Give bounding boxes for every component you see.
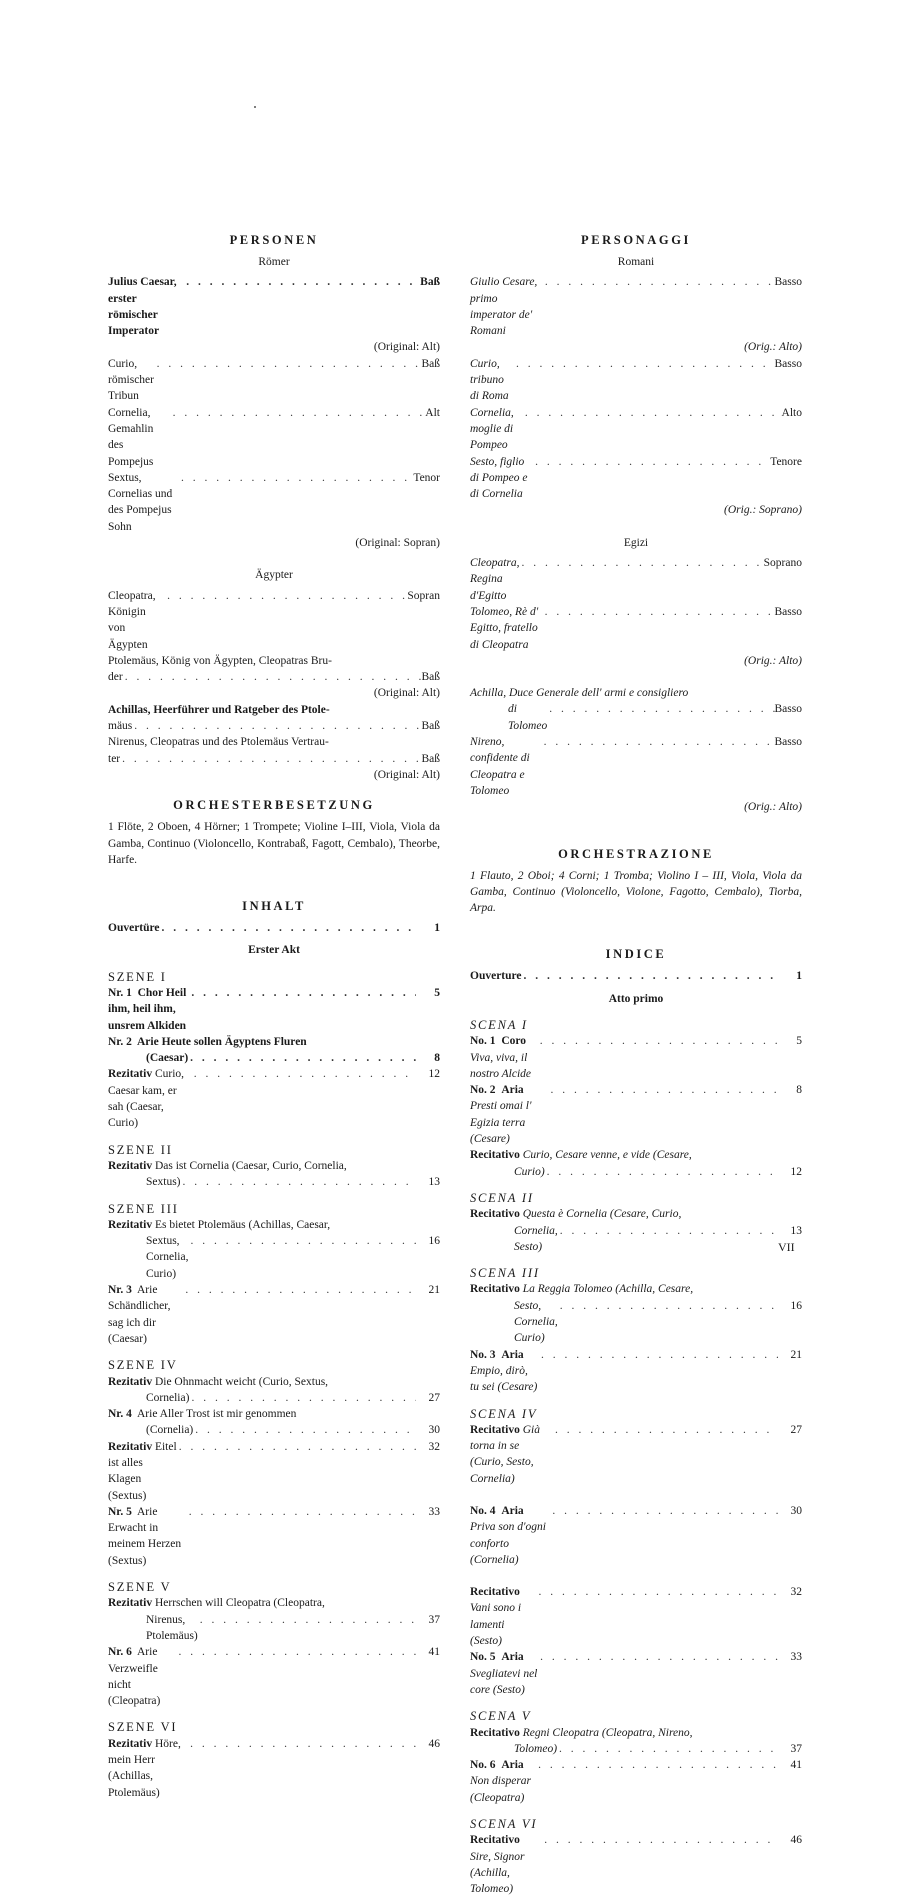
page-number: VII	[778, 1240, 795, 1254]
cast-row-nirenus: ter . . . Baß	[108, 751, 440, 767]
toc-s3-recit-line1: Recitativo La Reggia Tolomeo (Achilla, Cesare,	[470, 1283, 694, 1296]
toc-s3-recit: Sesto, Cornelia, Curio) . . . 16	[470, 1298, 802, 1347]
toc-s1-rec: Rezitativ Curio, Caesar kam, er sah (Caesar, Curio) . . . 12	[108, 1066, 440, 1131]
scena-3-title: SCENA III	[470, 1266, 540, 1281]
cast-row-sextus: Sextus, Cornelias und des Pompejus Sohn . . . Tenor	[108, 470, 440, 535]
cast-orig-nireno: (Orig.: Alto)	[744, 801, 802, 814]
cast-row-nireno: Nireno, confidente di Cleopatra e Tolomeo . . . Basso	[470, 734, 802, 799]
toc-nr6: Nr. 6 Arie Verzweifle nicht (Cleopatra) . . . 41	[108, 1644, 440, 1709]
cast-row-achilla: di Tolomeo . . . Basso	[470, 701, 802, 734]
toc-s5-recit: Tolomeo) . . . 37	[470, 1741, 802, 1757]
cast-orig-sesto: (Orig.: Soprano)	[724, 504, 802, 517]
toc-overture: Ouvertüre . . . 1	[108, 920, 440, 936]
toc-no5: No. 5 Aria Svegliatevi nel core (Sesto) . . . 33	[470, 1649, 802, 1698]
cast-row-cleopatra: Cleopatra, Königin von Ägypten . . . Sopran	[108, 588, 440, 653]
cast-row-cesare: Giulio Cesare, primo imperator de' Romani . . . Basso	[470, 274, 802, 339]
scena-4-title: SCENA IV	[470, 1406, 538, 1421]
cast-row-achillas-line1: Achillas, Heerführer und Ratgeber des Ptole-	[108, 703, 330, 716]
cast-row-sesto: Sesto, figlio di Pompeo e di Cornelia . . . Tenore	[470, 454, 802, 503]
scene-2-title: SZENE II	[108, 1142, 173, 1157]
scena-2-title: SCENA II	[470, 1190, 534, 1205]
scene-4-title: SZENE IV	[108, 1358, 178, 1373]
cast-row-cornelia: Cornelia, Gemahlin des Pompejus . . . Alt	[108, 405, 440, 470]
toc-s4-recit2: Recitativo Vani sono i lamenti (Sesto) . . . 32	[470, 1584, 802, 1649]
cast-orig-tolomeo: (Orig.: Alto)	[744, 654, 802, 667]
scena-5-title: SCENA V	[470, 1709, 532, 1724]
act-title: Erster Akt	[248, 944, 300, 957]
cast-row-curio: Curio, römischer Tribun . . . Baß	[108, 356, 440, 405]
indice-heading: INDICE	[605, 947, 667, 962]
cast-orig-nirenus: (Original: Alt)	[373, 768, 440, 781]
orchestrazione-text: 1 Flauto, 2 Oboi; 4 Corni; 1 Tromba; Violino I – III, Viola, Viola da Gamba, Continuo (Violoncello, Violone, Fagotto, Cembalo), Tiorba, Arpa.	[470, 869, 802, 915]
cast-row-tolomeo: Tolomeo, Rè d' Egitto, fratello di Cleopatra . . . Basso	[470, 604, 802, 653]
toc-s4-rec-line1: Rezitativ Die Ohnmacht weicht (Curio, Sextus,	[108, 1375, 329, 1388]
toc-s1-recit: Curio) . . . 12	[470, 1164, 802, 1180]
cast-row-curio-it: Curio, tribuno di Roma . . . Basso	[470, 356, 802, 405]
cast-orig-ptolemy: (Original: Alt)	[373, 687, 440, 700]
cast-orig-caesar: (Original: Alt)	[373, 341, 440, 354]
toc-s2-recit: Cornelia, Sesto) . . . 13	[470, 1223, 802, 1256]
cast-row-caesar: Julius Caesar, erster römischer Imperator . . . Baß	[108, 274, 440, 339]
cast-row-cleopatra-it: Cleopatra, Regina d'Egitto . . . Soprano	[470, 555, 802, 604]
toc-nr4-line1: Nr. 4 Arie Aller Trost ist mir genommen	[108, 1408, 297, 1421]
toc-s3-rec: Sextus, Cornelia, Curio) . . . 16	[108, 1233, 440, 1282]
cast-row-nirenus-line1: Nirenus, Cleopatras und des Ptolemäus Vertrau-	[108, 736, 329, 749]
toc-s4-recit: Recitativo Già torna in se (Curio, Sesto, Cornelia) . . . 27	[470, 1422, 802, 1487]
toc-s2-rec: Sextus) . . . 13	[108, 1174, 440, 1190]
atto-title: Atto primo	[608, 992, 664, 1005]
toc-s5-rec: Nirenus, Ptolemäus) . . . 37	[108, 1612, 440, 1645]
toc-s5-rec-line1: Rezitativ Herrschen will Cleopatra (Cleopatra,	[108, 1597, 325, 1610]
toc-nr1: Nr. 1 Chor Heil ihm, heil ihm, unsrem Alkiden . . . 5	[108, 985, 440, 1034]
scena-1-title: SCENA I	[470, 1017, 528, 1032]
romani-subheading: Romani	[617, 256, 655, 268]
scene-3-title: SZENE III	[108, 1201, 179, 1216]
cast-orig-sextus: (Original: Sopran)	[355, 537, 440, 550]
german-column	[108, 232, 440, 1801]
egyptians-subheading: Ägypter	[255, 569, 293, 582]
egizi-subheading: Egizi	[623, 536, 649, 549]
toc-s4-rec2: Rezitativ Eitel ist alles Klagen (Sextus) . . . 32	[108, 1439, 440, 1504]
cast-row-ptolemy: der . . . Baß	[108, 669, 440, 685]
toc-s2-recit-line1: Recitativo Questa è Cornelia (Cesare, Curio,	[470, 1208, 682, 1221]
toc-s6-rec: Rezitativ Höre, mein Herr (Achillas, Ptolemäus) . . . 46	[108, 1736, 440, 1801]
cast-row-cornelia-it: Cornelia, moglie di Pompeo . . . Alto	[470, 405, 802, 454]
toc-nr2-line1: Nr. 2 Arie Heute sollen Ägyptens Fluren	[108, 1035, 307, 1048]
toc-s1-recit-line1: Recitativo Curio, Cesare venne, e vide (Cesare,	[470, 1149, 692, 1162]
toc-no1: No. 1 Coro Viva, viva, il nostro Alcide . . . 5	[470, 1033, 802, 1082]
orchestrazione-heading: ORCHESTRAZIONE	[558, 846, 714, 861]
toc-s5-recit-line1: Recitativo Regni Cleopatra (Cleopatra, Nireno,	[470, 1726, 693, 1739]
cast-row-ptolemy-line1: Ptolemäus, König von Ägypten, Cleopatras Bru-	[108, 654, 332, 667]
orchestra-text: 1 Flöte, 2 Oboen, 4 Hörner; 1 Trompete; Violine I–III, Viola, Viola da Gamba, Continuo (Violoncello, Kontrabaß, Fagott, Cembalo), Theorbe, Harfe.	[108, 821, 440, 866]
scene-5-title: SZENE V	[108, 1580, 172, 1595]
toc-no3: No. 3 Aria Empio, dirò, tu sei (Cesare) . . . 21	[470, 1347, 802, 1396]
toc-s6-recit: Recitativo Sire, Signor (Achilla, Tolomeo) . . . 46	[470, 1832, 802, 1897]
toc-no4: No. 4 Aria Priva son d'ogni conforto (Cornelia) . . . 30	[470, 1503, 802, 1568]
romans-subheading: Römer	[258, 256, 290, 268]
toc-nr3: Nr. 3 Arie Schändlicher, sag ich dir (Caesar) . . . 21	[108, 1282, 440, 1347]
toc-nr5: Nr. 5 Arie Erwacht in meinem Herzen (Sextus) . . . 33	[108, 1504, 440, 1569]
toc-no6: No. 6 Aria Non disperar (Cleopatra) . . . 41	[470, 1757, 802, 1806]
toc-s3-rec-line1: Rezitativ Es bietet Ptolemäus (Achillas, Caesar,	[108, 1218, 331, 1231]
scena-6-title: SCENA VI	[470, 1817, 538, 1832]
scene-6-title: SZENE VI	[108, 1720, 178, 1735]
contents-heading: INHALT	[242, 899, 306, 914]
cast-orig-cesare: (Orig.: Alto)	[744, 341, 802, 354]
toc-s2-rec-line1: Rezitativ Das ist Cornelia (Caesar, Curio, Cornelia,	[108, 1159, 347, 1172]
personaggi-heading: PERSONAGGI	[580, 233, 692, 247]
cast-row-achillas: mäus . . . Baß	[108, 718, 440, 734]
print-speck	[254, 106, 256, 108]
toc-nr2: (Caesar) . . . 8	[108, 1050, 440, 1066]
orchestra-heading: ORCHESTERBESETZUNG	[173, 798, 375, 813]
italian-column	[470, 232, 802, 1898]
personen-heading: PERSONEN	[229, 233, 319, 247]
cast-row-achilla-line1: Achilla, Duce Generale dell' armi e consigliero	[470, 687, 689, 700]
scene-1-title: SZENE I	[108, 969, 167, 984]
toc-no2: No. 2 Aria Presti omai l' Egizia terra (Cesare) . . . 8	[470, 1082, 802, 1147]
toc-ouverture: Ouverture . . . 1	[470, 968, 802, 984]
toc-nr4: (Cornelia) . . . 30	[108, 1422, 440, 1438]
toc-s4-rec: Cornelia) . . . 27	[108, 1390, 440, 1406]
